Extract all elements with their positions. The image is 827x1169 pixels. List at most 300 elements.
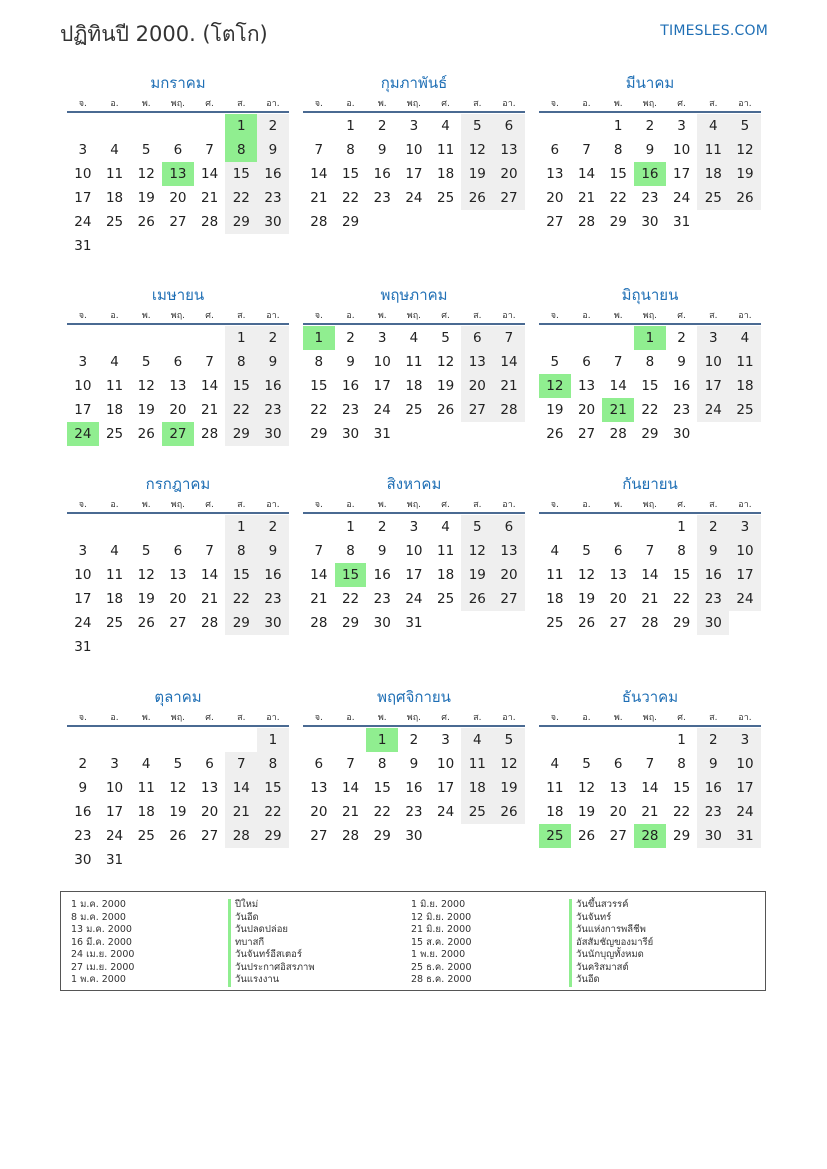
- day-cell: 28: [310, 214, 328, 230]
- day-cell: 28: [493, 398, 525, 422]
- day-cell: 4: [441, 118, 450, 134]
- day-cell: 21: [310, 591, 328, 607]
- empty-cell: [162, 326, 194, 350]
- day-cell: 6: [173, 354, 183, 370]
- day-cell: 31: [673, 214, 691, 230]
- empty-cell: [162, 848, 194, 872]
- day-cell: 15: [310, 378, 328, 394]
- day-cell: 25: [729, 398, 761, 422]
- day-cell: 29: [225, 611, 257, 635]
- day-cell: 29: [341, 615, 360, 631]
- day-cell: 29: [641, 426, 659, 442]
- day-cell: 27: [493, 587, 525, 611]
- legend-holiday-name: วันอีด: [228, 912, 315, 925]
- day-cell: 21: [341, 804, 360, 820]
- day-cell: 20: [609, 591, 627, 607]
- empty-cell: [257, 848, 289, 872]
- empty-cell: [194, 635, 226, 659]
- day-cell: 25: [105, 615, 124, 631]
- legend-names-column-1: [228, 899, 315, 987]
- legend-holiday-name: ปีใหม่: [228, 899, 315, 912]
- day-cell: 30: [373, 615, 391, 631]
- day-cell: 13: [493, 138, 525, 162]
- day-cell: 9: [377, 142, 387, 158]
- day-cell: 30: [74, 852, 92, 868]
- weekday-label: จ.: [314, 713, 323, 723]
- month-7: [67, 473, 289, 659]
- legend-date: 21 มิ.ย. 2000: [411, 924, 472, 935]
- weekday-label: อา.: [266, 311, 280, 321]
- day-cell: 17: [729, 776, 761, 800]
- day-cell: 16: [257, 563, 289, 587]
- empty-cell: [461, 611, 493, 635]
- weekday-label: พฤ.: [642, 99, 658, 109]
- day-cell: 22: [373, 804, 391, 820]
- day-cell: 11: [405, 354, 423, 370]
- day-cell: 24: [74, 214, 92, 230]
- day-cell: 26: [437, 402, 455, 418]
- day-cell: 27: [546, 214, 564, 230]
- day-grid: [539, 326, 761, 446]
- weekday-label: อ.: [346, 99, 355, 109]
- day-cell: 17: [74, 190, 92, 206]
- day-cell: 18: [105, 591, 124, 607]
- day-cell: 23: [697, 587, 729, 611]
- weekday-label: ศ.: [677, 500, 686, 510]
- legend-date: 15 ส.ค. 2000: [411, 936, 472, 948]
- day-cell: 22: [225, 587, 257, 611]
- day-cell: 26: [137, 214, 155, 230]
- empty-cell: [602, 515, 634, 539]
- day-cell: 15: [225, 563, 257, 587]
- day-cell: 18: [437, 166, 455, 182]
- day-cell: 11: [105, 166, 124, 182]
- day-cell: 24: [697, 398, 729, 422]
- day-cell: 30: [673, 426, 691, 442]
- day-cell: 26: [577, 828, 596, 844]
- weekday-header: [67, 711, 289, 727]
- day-cell: 24: [105, 828, 124, 844]
- empty-cell: [130, 515, 162, 539]
- day-cell: 25: [437, 591, 455, 607]
- day-cell: 14: [341, 780, 360, 796]
- day-cell: 29: [225, 422, 257, 446]
- day-cell: 5: [141, 543, 151, 559]
- day-cell: 2: [697, 515, 729, 539]
- day-cell: 19: [461, 162, 493, 186]
- month-12: [539, 686, 761, 848]
- day-cell: 21: [493, 374, 525, 398]
- day-cell: 24: [67, 422, 99, 446]
- day-cell: 8: [613, 142, 623, 158]
- day-cell: 23: [257, 186, 289, 210]
- day-cell: 29: [257, 824, 289, 848]
- month-name: [67, 72, 289, 94]
- day-cell: 9: [409, 756, 419, 772]
- legend-holiday-name: วันอีด: [569, 974, 653, 987]
- day-cell: 28: [577, 214, 596, 230]
- day-cell: 4: [550, 756, 560, 772]
- day-cell: 22: [341, 591, 360, 607]
- weekday-label: อา.: [738, 500, 752, 510]
- day-cell: 29: [373, 828, 391, 844]
- weekday-label: อา.: [266, 99, 280, 109]
- day-grid: [67, 326, 289, 446]
- day-cell: 17: [405, 166, 423, 182]
- day-cell: 10: [74, 378, 92, 394]
- day-cell: 10: [729, 752, 761, 776]
- day-cell: 16: [74, 804, 92, 820]
- day-cell: 3: [110, 756, 119, 772]
- day-cell: 13: [201, 780, 219, 796]
- legend-holiday-name: ทบาสกี: [228, 937, 315, 950]
- weekday-label: ศ.: [441, 311, 450, 321]
- empty-cell: [366, 210, 398, 234]
- weekday-label: ส.: [709, 99, 718, 109]
- empty-cell: [67, 326, 99, 350]
- weekday-label: พ.: [377, 713, 387, 723]
- empty-cell: [162, 114, 194, 138]
- day-cell: 23: [373, 190, 391, 206]
- day-cell: 1: [225, 114, 257, 138]
- day-cell: 27: [609, 828, 627, 844]
- empty-cell: [398, 210, 430, 234]
- weekday-label: ศ.: [441, 713, 450, 723]
- weekday-label: ส.: [237, 500, 246, 510]
- day-cell: 18: [546, 591, 564, 607]
- weekday-label: ศ.: [205, 500, 214, 510]
- weekday-header: [539, 97, 761, 113]
- weekday-label: พ.: [613, 713, 623, 723]
- weekday-header: [67, 309, 289, 325]
- empty-cell: [634, 728, 666, 752]
- day-cell: 20: [577, 402, 596, 418]
- day-cell: 3: [409, 118, 419, 134]
- day-cell: 18: [437, 567, 455, 583]
- day-cell: 7: [314, 142, 324, 158]
- day-cell: 4: [141, 756, 151, 772]
- day-cell: 15: [257, 776, 289, 800]
- day-cell: 27: [577, 426, 596, 442]
- day-cell: 16: [341, 378, 360, 394]
- day-cell: 15: [373, 780, 391, 796]
- day-cell: 26: [729, 186, 761, 210]
- day-cell: 28: [201, 426, 219, 442]
- month-name-text: กันยายน: [622, 475, 678, 493]
- empty-cell: [67, 728, 99, 752]
- empty-cell: [257, 635, 289, 659]
- weekday-header: [539, 498, 761, 514]
- day-cell: 19: [137, 402, 155, 418]
- day-cell: 9: [257, 539, 289, 563]
- day-cell: 5: [582, 543, 591, 559]
- day-cell: 7: [205, 543, 214, 559]
- empty-cell: [162, 234, 194, 258]
- weekday-label: พ.: [377, 311, 387, 321]
- empty-cell: [130, 234, 162, 258]
- site-link[interactable]: TIMESLES.COM: [660, 23, 768, 39]
- day-cell: 11: [437, 142, 455, 158]
- day-cell: 1: [677, 732, 686, 748]
- day-cell: 22: [673, 591, 691, 607]
- day-cell: 27: [162, 422, 194, 446]
- day-cell: 4: [441, 519, 450, 535]
- day-cell: 20: [609, 804, 627, 820]
- day-cell: 8: [314, 354, 324, 370]
- day-cell: 14: [493, 350, 525, 374]
- day-cell: 12: [729, 138, 761, 162]
- empty-cell: [67, 114, 99, 138]
- empty-cell: [335, 728, 367, 752]
- day-cell: 24: [74, 615, 92, 631]
- day-cell: 10: [437, 756, 455, 772]
- legend-holiday-name: วันคริสมาสต์: [569, 962, 653, 975]
- empty-cell: [539, 326, 571, 350]
- day-cell: 23: [673, 402, 691, 418]
- day-cell: 2: [377, 118, 387, 134]
- day-cell: 18: [105, 190, 124, 206]
- weekday-label: พฤ.: [406, 713, 422, 723]
- day-cell: 4: [461, 728, 493, 752]
- day-cell: 20: [546, 190, 564, 206]
- legend-date: 12 มิ.ย. 2000: [411, 911, 472, 923]
- empty-cell: [225, 234, 257, 258]
- day-cell: 6: [613, 543, 623, 559]
- day-cell: 6: [550, 142, 560, 158]
- empty-cell: [130, 848, 162, 872]
- day-grid: [539, 114, 761, 234]
- day-cell: 30: [257, 422, 289, 446]
- day-cell: 20: [493, 162, 525, 186]
- day-cell: 2: [677, 330, 686, 346]
- day-cell: 28: [310, 615, 328, 631]
- day-cell: 9: [346, 354, 355, 370]
- day-cell: 7: [582, 142, 591, 158]
- empty-cell: [130, 728, 162, 752]
- day-cell: 16: [697, 776, 729, 800]
- day-cell: 30: [257, 210, 289, 234]
- day-cell: 13: [461, 350, 493, 374]
- day-cell: 15: [673, 780, 691, 796]
- weekday-label: จ.: [314, 99, 323, 109]
- day-cell: 13: [169, 378, 187, 394]
- day-cell: 19: [577, 591, 596, 607]
- day-cell: 16: [697, 563, 729, 587]
- day-cell: 7: [613, 354, 623, 370]
- empty-cell: [130, 635, 162, 659]
- day-cell: 10: [105, 780, 124, 796]
- day-cell: 24: [405, 190, 423, 206]
- weekday-label: ส.: [237, 99, 246, 109]
- empty-cell: [225, 848, 257, 872]
- day-cell: 22: [641, 402, 659, 418]
- weekday-label: พ.: [141, 311, 151, 321]
- day-cell: 9: [257, 138, 289, 162]
- day-grid: [67, 114, 289, 258]
- day-cell: 25: [137, 828, 155, 844]
- weekday-label: อ.: [582, 99, 591, 109]
- day-cell: 3: [729, 728, 761, 752]
- day-cell: 12: [437, 354, 455, 370]
- day-cell: 15: [341, 166, 360, 182]
- month-name-text: สิงหาคม: [386, 475, 442, 493]
- day-cell: 15: [673, 567, 691, 583]
- day-cell: 10: [74, 166, 92, 182]
- legend-dates-column-2: [411, 899, 472, 987]
- month-name: [539, 284, 761, 306]
- weekday-label: อ.: [110, 500, 119, 510]
- legend-holiday-name: วันจันทร์: [569, 912, 653, 925]
- day-cell: 19: [577, 804, 596, 820]
- weekday-label: พ.: [613, 500, 623, 510]
- day-grid: [303, 515, 525, 635]
- day-grid: [539, 515, 761, 635]
- day-cell: 31: [405, 615, 423, 631]
- day-cell: 18: [405, 378, 423, 394]
- day-cell: 12: [137, 166, 155, 182]
- day-cell: 16: [373, 166, 391, 182]
- weekday-label: จ.: [78, 311, 87, 321]
- day-cell: 18: [697, 162, 729, 186]
- month-name: [303, 473, 525, 495]
- legend-holiday-name: วันแรงงาน: [228, 974, 315, 987]
- weekday-label: ศ.: [441, 500, 450, 510]
- day-cell: 30: [697, 824, 729, 848]
- day-cell: 27: [493, 186, 525, 210]
- day-cell: 28: [201, 214, 219, 230]
- day-cell: 29: [310, 426, 328, 442]
- day-cell: 8: [677, 756, 686, 772]
- day-cell: 4: [409, 330, 419, 346]
- weekday-label: พฤ.: [406, 311, 422, 321]
- weekday-label: พ.: [613, 311, 623, 321]
- day-cell: 11: [546, 780, 564, 796]
- day-cell: 4: [110, 354, 119, 370]
- empty-cell: [99, 728, 131, 752]
- day-cell: 23: [641, 190, 659, 206]
- weekday-label: พฤ.: [642, 713, 658, 723]
- weekday-label: ศ.: [205, 311, 214, 321]
- day-cell: 15: [225, 374, 257, 398]
- weekday-header: [539, 309, 761, 325]
- legend-dates-column-1: [71, 899, 134, 987]
- day-cell: 14: [225, 776, 257, 800]
- day-cell: 13: [609, 780, 627, 796]
- weekday-label: ส.: [237, 311, 246, 321]
- day-cell: 14: [201, 378, 219, 394]
- day-cell: 6: [582, 354, 591, 370]
- day-cell: 10: [673, 142, 691, 158]
- day-cell: 12: [539, 374, 571, 398]
- day-cell: 2: [257, 326, 289, 350]
- month-3: [539, 72, 761, 234]
- day-grid: [303, 114, 525, 234]
- month-2: [303, 72, 525, 234]
- day-cell: 17: [105, 804, 124, 820]
- weekday-label: ส.: [473, 713, 482, 723]
- day-cell: 9: [645, 142, 655, 158]
- day-cell: 7: [346, 756, 355, 772]
- day-cell: 11: [697, 138, 729, 162]
- day-cell: 5: [493, 728, 525, 752]
- day-cell: 22: [609, 190, 627, 206]
- weekday-label: อ.: [346, 500, 355, 510]
- day-cell: 3: [409, 519, 419, 535]
- month-10: [67, 686, 289, 872]
- weekday-label: อา.: [502, 713, 516, 723]
- day-cell: 27: [201, 828, 219, 844]
- day-cell: 28: [201, 615, 219, 631]
- day-cell: 25: [539, 824, 571, 848]
- day-cell: 3: [78, 543, 88, 559]
- day-cell: 5: [173, 756, 183, 772]
- day-cell: 8: [677, 543, 686, 559]
- legend-date: 28 ธ.ค. 2000: [411, 974, 472, 985]
- weekday-label: ส.: [709, 500, 718, 510]
- day-cell: 31: [105, 852, 124, 868]
- day-cell: 26: [461, 186, 493, 210]
- day-cell: 18: [546, 804, 564, 820]
- legend-date: 1 พ.ค. 2000: [71, 974, 126, 985]
- legend-date: 1 ม.ค. 2000: [71, 899, 126, 910]
- day-cell: 16: [634, 162, 666, 186]
- day-cell: 22: [257, 800, 289, 824]
- empty-cell: [130, 326, 162, 350]
- weekday-label: ศ.: [441, 99, 450, 109]
- day-cell: 21: [201, 591, 219, 607]
- day-cell: 19: [729, 162, 761, 186]
- day-cell: 31: [74, 238, 92, 254]
- weekday-label: ส.: [473, 500, 482, 510]
- day-cell: 21: [310, 190, 328, 206]
- day-cell: 25: [461, 800, 493, 824]
- month-1: [67, 72, 289, 258]
- day-cell: 9: [78, 780, 88, 796]
- day-cell: 7: [205, 354, 214, 370]
- month-name-text: มีนาคม: [625, 74, 675, 92]
- day-cell: 10: [405, 543, 423, 559]
- weekday-label: พฤ.: [170, 713, 186, 723]
- day-cell: 3: [78, 354, 88, 370]
- day-cell: 9: [697, 752, 729, 776]
- day-cell: 3: [729, 515, 761, 539]
- day-grid: [539, 728, 761, 848]
- day-cell: 11: [437, 543, 455, 559]
- day-cell: 7: [645, 543, 655, 559]
- weekday-label: อ.: [582, 500, 591, 510]
- weekday-label: พฤ.: [642, 500, 658, 510]
- empty-cell: [303, 114, 335, 138]
- month-name: [67, 284, 289, 306]
- day-cell: 16: [405, 780, 423, 796]
- day-cell: 17: [673, 166, 691, 182]
- weekday-label: อา.: [738, 99, 752, 109]
- day-cell: 25: [105, 214, 124, 230]
- day-cell: 2: [257, 515, 289, 539]
- weekday-label: พฤ.: [170, 99, 186, 109]
- weekday-label: อ.: [346, 713, 355, 723]
- day-cell: 21: [602, 398, 634, 422]
- day-cell: 5: [141, 142, 151, 158]
- day-cell: 25: [405, 402, 423, 418]
- weekday-header: [539, 711, 761, 727]
- weekday-label: อ.: [110, 99, 119, 109]
- weekday-label: พ.: [141, 500, 151, 510]
- day-cell: 19: [493, 776, 525, 800]
- day-cell: 26: [169, 828, 187, 844]
- empty-cell: [67, 515, 99, 539]
- empty-cell: [634, 515, 666, 539]
